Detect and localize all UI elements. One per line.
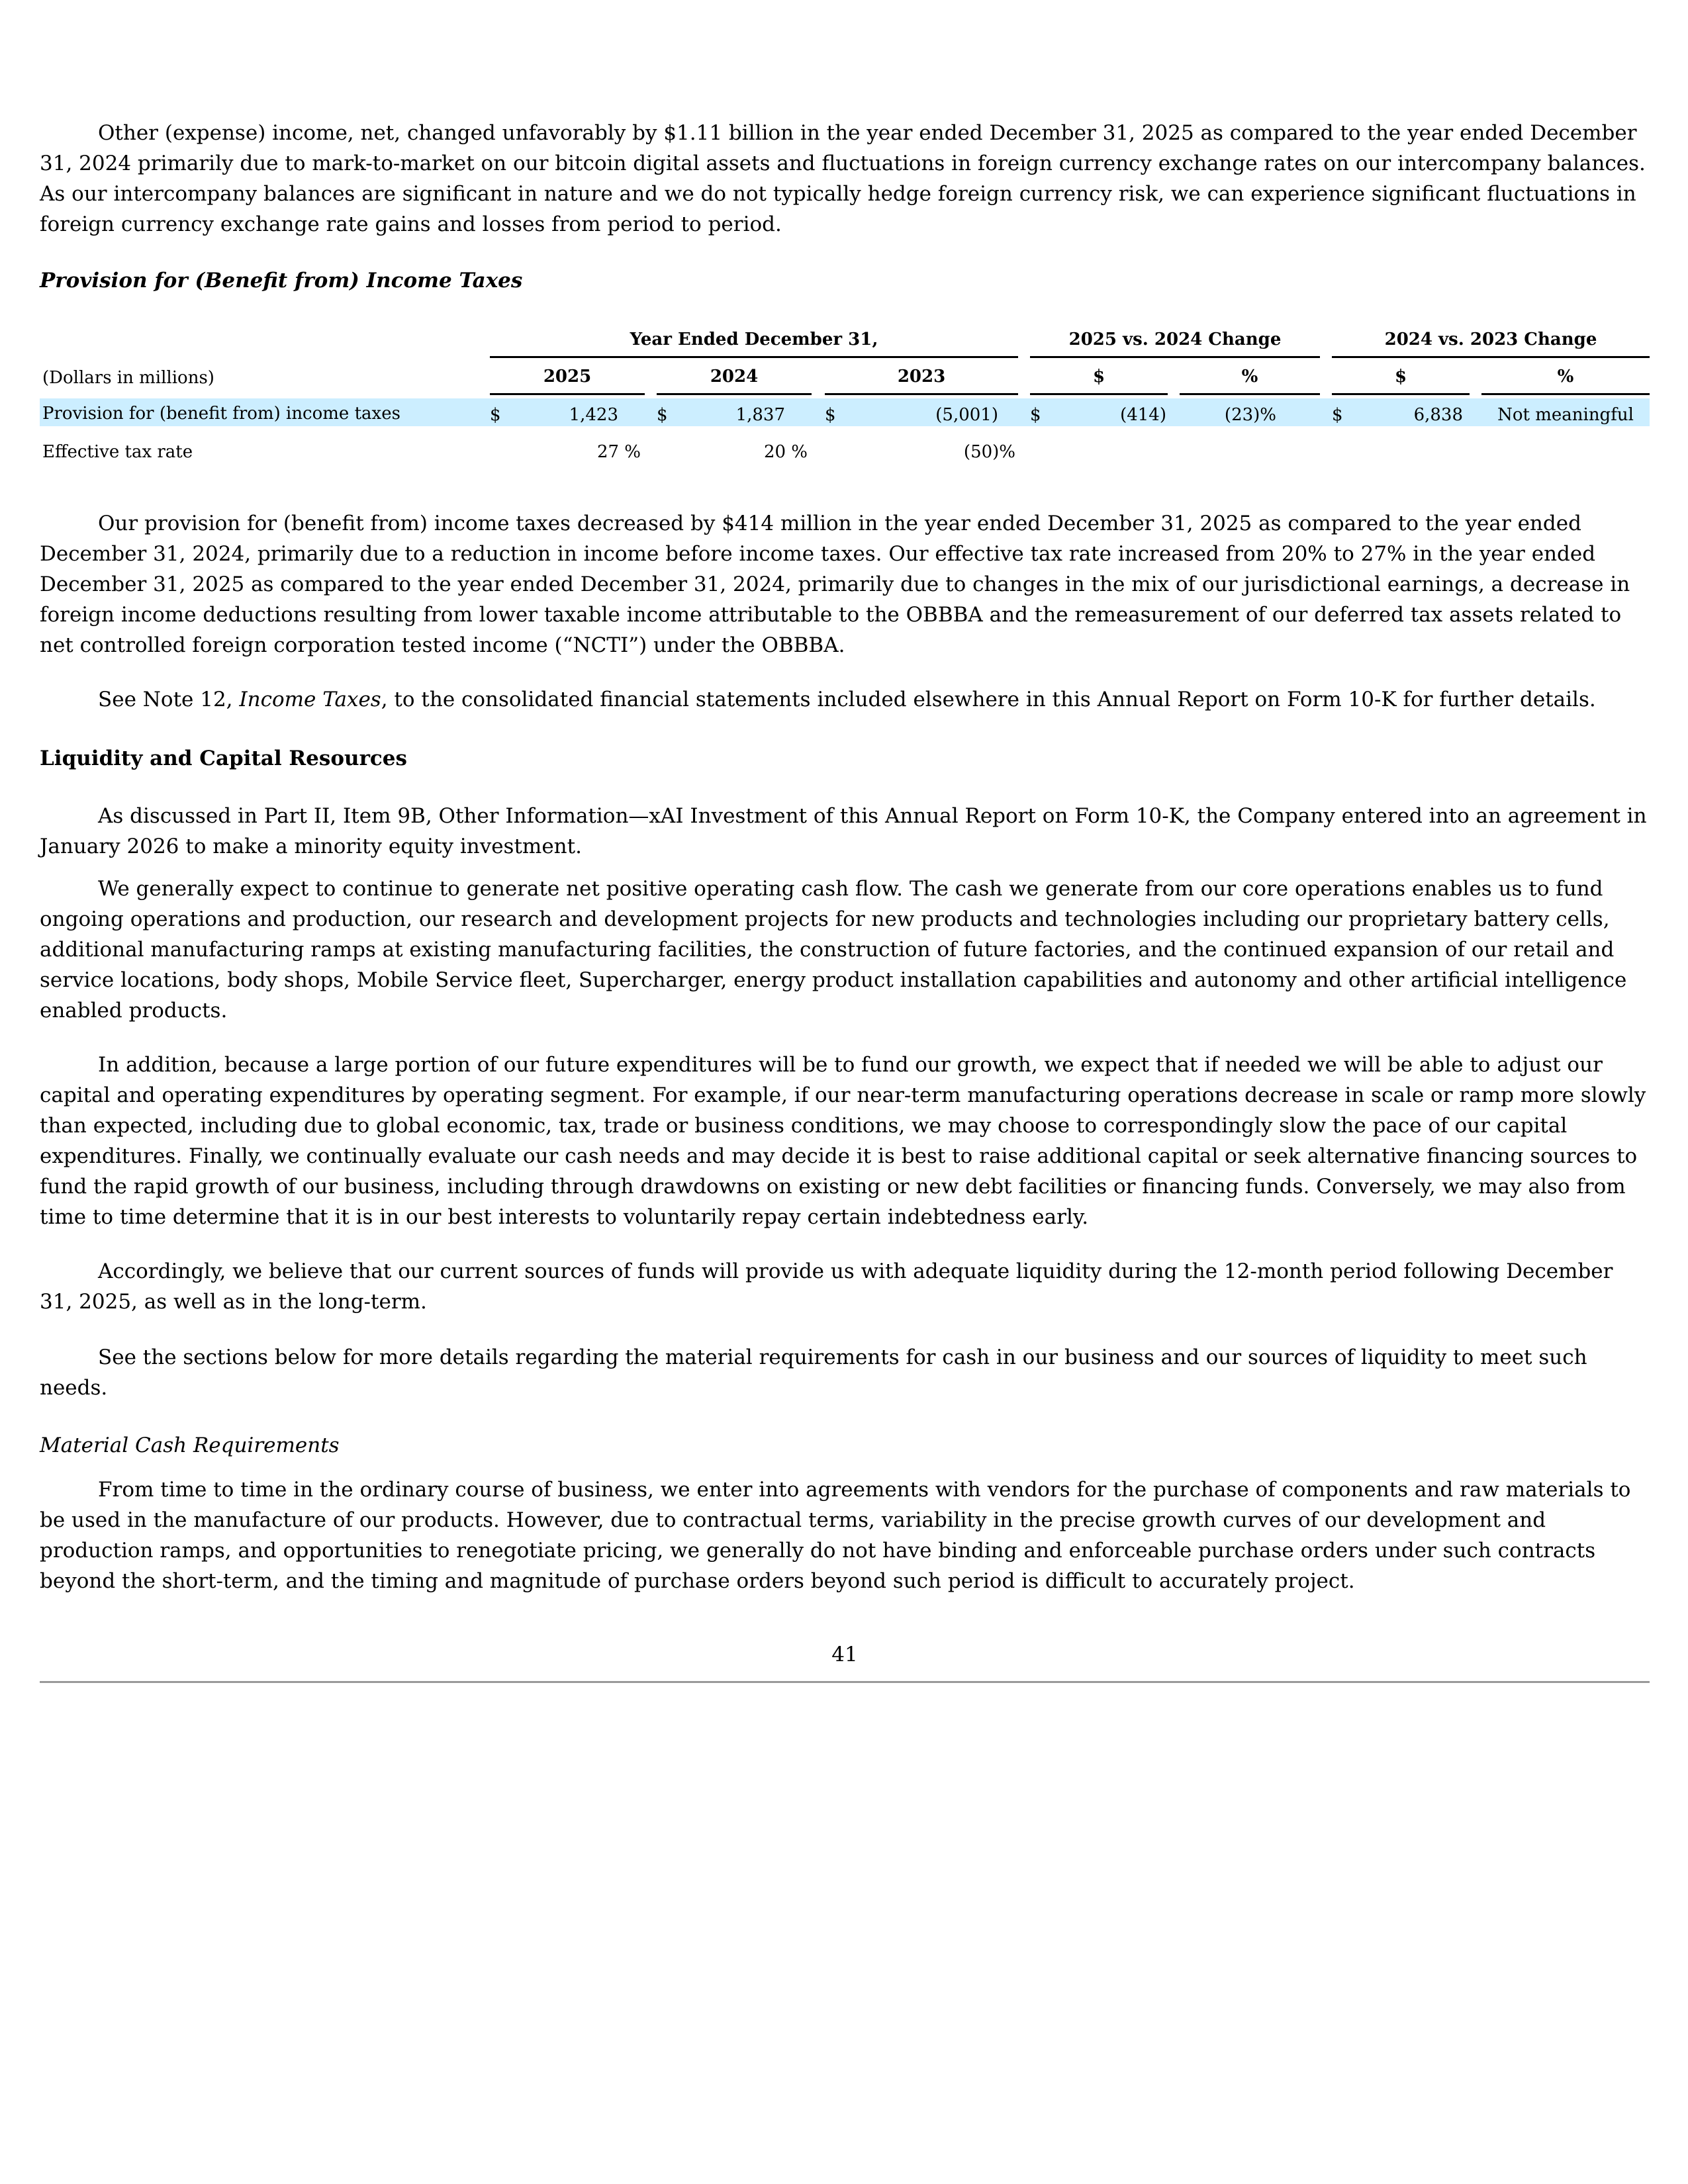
change2-dollar: 6,838 <box>1413 405 1463 425</box>
rule <box>1030 393 1168 395</box>
rate-2024: 20 % <box>763 442 808 462</box>
rule <box>490 393 645 395</box>
note-text-italic: Income Taxes <box>239 688 381 711</box>
paragraph-sections-below: See the sections below for more details regarding the material requirements for cash in our business and our sources of liquidity to meet such needs. <box>40 1345 1587 1400</box>
units-label: (Dollars in millions) <box>42 368 214 388</box>
paragraph-liquidity-belief: Accordingly, we believe that our current sources of funds will provide us with adequate liquidity during the 12-month period following December 31, 2025, as well as in the long-term. <box>40 1259 1613 1314</box>
page-number: 41 <box>831 1643 858 1666</box>
col-change2-pct: % <box>1557 367 1574 387</box>
heading-income-taxes: Provision for (Benefit from) Income Taxes <box>40 269 523 293</box>
col-2023: 2023 <box>897 367 946 387</box>
paragraph-provision-decrease: Our provision for (benefit from) income taxes decreased by $414 million in the year ended December 31, 2025 as compared to the year ended December 31, 2024, primarily due to a reduction in income before income taxes. Our effective tax rate increased from 20% to 27% in the year ended December 31, 2025 as compared to the year ended December 31, 2024, primarily due to changes in the mix of our jurisdictional earnings, a decrease in foreign income deductions resulting from lower taxable income attributable to the OBBBA and the remeasurement of our deferred tax assets related to net controlled foreign corporation tested income (“NCTI”) under the OBBBA. <box>40 512 1630 657</box>
value-2025: 1,423 <box>569 405 618 425</box>
footer-divider <box>40 1681 1650 1683</box>
currency-symbol: $ <box>1030 405 1041 425</box>
row-label-effective-tax-rate: Effective tax rate <box>42 442 193 462</box>
change1-pct: (23)% <box>1224 405 1276 425</box>
paragraph-expenditures: In addition, because a large portion of our future expenditures will be to fund our growth, we expect that if needed we will be able to adjust our capital and operating expenditures by operating segment. For example, if our near-term manufacturing operations decrease in scale or ramp more slowly than expected, including due to global economic, tax, trade or business conditions, we may choose to correspondingly slow the pace of our capital expenditures. Finally, we continually evaluate our cash needs and may decide it is best to raise additional capital or seek alternative financing sources to fund the rapid growth of our business, including through drawdowns on existing or new debt facilities or financing funds. Conversely, we may also from time to time determine that it is in our best interests to voluntarily repay certain indebtedness early. <box>40 1053 1646 1229</box>
rate-2025: 27 % <box>596 442 641 462</box>
rule <box>825 393 1018 395</box>
row-label-provision: Provision for (benefit from) income taxes <box>42 404 400 424</box>
rule <box>657 393 812 395</box>
header-year-ended: Year Ended December 31, <box>630 330 878 349</box>
paragraph-other-income: Other (expense) income, net, changed unfavorably by $1.11 billion in the year ended December 31, 2025 as compared to the year ended December 31, 2024 primarily due to mark-to-market on our bitcoin digital assets and fluctuations in foreign currency exchange rates on our intercompany balances. As our intercompany balances are significant in nature and we do not typically hedge foreign currency risk, we can experience significant fluctuations in foreign currency exchange rate gains and losses from period to period. <box>40 121 1646 236</box>
col-change2-dollar: $ <box>1394 367 1407 387</box>
paragraph-cash-flow: We generally expect to continue to generate net positive operating cash flow. The cash we generate from our core operations enables us to fund ongoing operations and production, our research and development projects for new products and technologies including our proprietary battery cells, additional manufacturing ramps at existing manufacturing facilities, the construction of future factories, and the continued expansion of our retail and service locations, body shops, Mobile Service fleet, Supercharger, energy product installation capabilities and autonomy and other artificial intelligence enabled products. <box>40 877 1627 1023</box>
col-change1-dollar: $ <box>1092 367 1105 387</box>
heading-liquidity: Liquidity and Capital Resources <box>40 747 407 770</box>
heading-material-cash: Material Cash Requirements <box>40 1433 340 1457</box>
change1-dollar: (414) <box>1120 405 1166 425</box>
col-2025: 2025 <box>543 367 592 387</box>
paragraph-agreements: From time to time in the ordinary course of business, we enter into agreements with vendors for the purchase of components and raw materials to be used in the manufacture of our products. However, due to contractual terms, variability in the precise growth curves of our development and production ramps, and opportunities to renegotiate pricing, we generally do not have binding and enforceable purchase orders under such contracts beyond the short-term, and the timing and magnitude of purchase orders beyond such period is difficult to accurately project. <box>40 1478 1631 1593</box>
rule <box>1180 393 1320 395</box>
rule <box>1332 393 1470 395</box>
col-change1-pct: % <box>1241 367 1258 387</box>
rule <box>490 356 1018 358</box>
header-2025-vs-2024: 2025 vs. 2024 Change <box>1068 330 1282 349</box>
rule <box>1481 393 1650 395</box>
currency-symbol: $ <box>490 405 501 425</box>
paragraph-see-note <box>40 684 1650 715</box>
change2-pct: Not meaningful <box>1497 405 1634 425</box>
note-text-before: See Note 12, <box>98 688 240 711</box>
rule <box>1030 356 1320 358</box>
note-text-after: , to the consolidated financial statements included elsewhere in this Annual Report on Form 10-K for further details. <box>381 688 1596 711</box>
currency-symbol: $ <box>1332 405 1343 425</box>
header-2024-vs-2023: 2024 vs. 2023 Change <box>1384 330 1597 349</box>
value-2024: 1,837 <box>735 405 785 425</box>
rule <box>1332 356 1650 358</box>
currency-symbol: $ <box>657 405 668 425</box>
rate-2023: (50)% <box>963 442 1015 462</box>
income-tax-table <box>40 324 1650 477</box>
currency-symbol: $ <box>825 405 836 425</box>
paragraph-xai: As discussed in Part II, Item 9B, Other Information—xAI Investment of this Annual Report on Form 10-K, the Company entered into an agreement in January 2026 to make a minority equity investment. <box>40 804 1647 858</box>
value-2023: (5,001) <box>935 405 998 425</box>
col-2024: 2024 <box>710 367 759 387</box>
